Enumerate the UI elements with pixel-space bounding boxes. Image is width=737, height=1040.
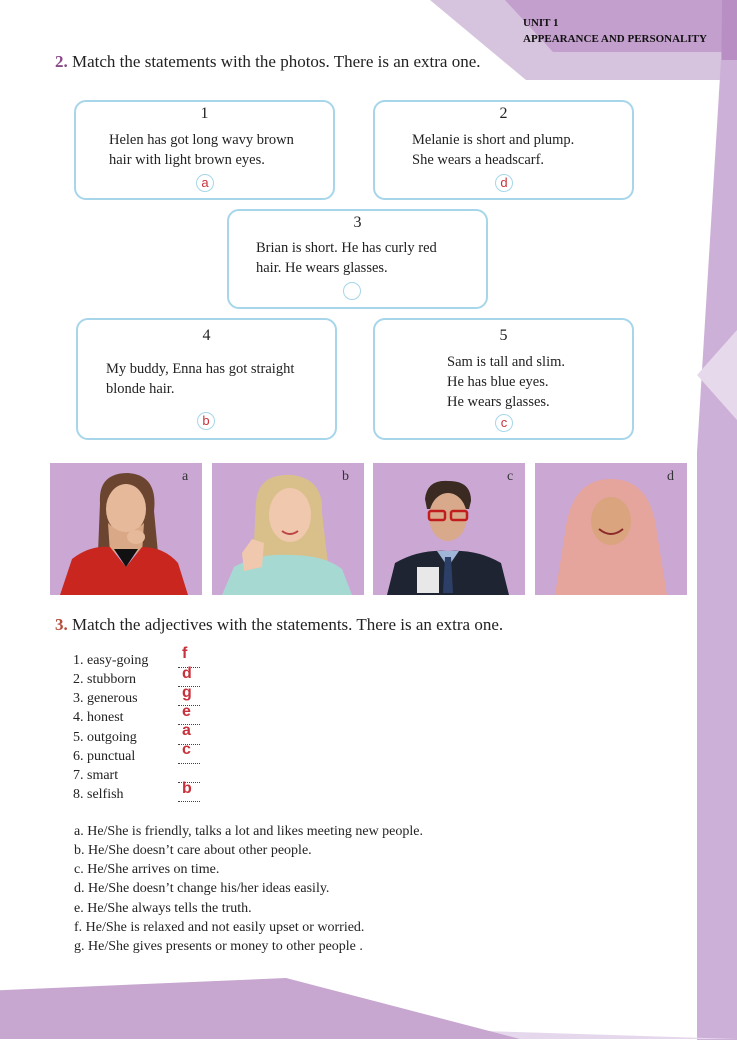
photo-c bbox=[373, 463, 525, 595]
exercise-2-instruction: Match the statements with the photos. There is an extra one. bbox=[72, 52, 481, 71]
adjective-item: 7. smart bbox=[73, 768, 119, 783]
bottom-left-decoration bbox=[0, 978, 520, 1039]
statement-item: a. He/She is friendly, talks a lot and likes meeting new people. bbox=[74, 824, 424, 839]
statement-item: e. He/She always tells the truth. bbox=[74, 901, 252, 916]
handwritten-answer: e bbox=[182, 703, 191, 720]
statement-item: f. He/She is relaxed and not easily upset or worried. bbox=[74, 920, 365, 935]
handwritten-answer: g bbox=[182, 684, 192, 701]
exercise-2-number: 2. bbox=[55, 52, 68, 71]
adjective-item: 3. generous bbox=[73, 691, 138, 706]
answer-circle[interactable]: d bbox=[495, 174, 513, 192]
statement-line: hair with light brown eyes. bbox=[109, 152, 265, 168]
statement-line: My buddy, Enna has got straight bbox=[106, 361, 295, 377]
adjective-item: 5. outgoing bbox=[73, 730, 137, 745]
statement-line: blonde hair. bbox=[106, 381, 175, 397]
unit-title: APPEARANCE AND PERSONALITY bbox=[523, 33, 707, 45]
right-edge-decoration bbox=[697, 60, 737, 1040]
answer-circle[interactable] bbox=[343, 282, 361, 300]
statement-item: c. He/She arrives on time. bbox=[74, 862, 220, 877]
man-suit-glasses-figure bbox=[373, 463, 525, 595]
exercise-2-title bbox=[55, 52, 481, 72]
statement-box-5 bbox=[373, 318, 634, 440]
exercise-3-instruction: Match the adjectives with the statements. There is an extra one. bbox=[72, 615, 504, 634]
photo-label: b bbox=[342, 469, 349, 484]
unit-header bbox=[523, 15, 707, 47]
statement-number: 5 bbox=[499, 327, 508, 344]
statement-box-1 bbox=[74, 100, 335, 200]
statement-item: d. He/She doesn’t change his/her ideas easily. bbox=[74, 881, 330, 896]
photo-label: c bbox=[507, 469, 514, 484]
statement-number: 4 bbox=[202, 327, 211, 344]
exercise-3-title bbox=[55, 615, 503, 635]
adjective-item: 1. easy-going bbox=[73, 653, 149, 668]
woman-red-jacket-figure bbox=[50, 463, 202, 595]
handwritten-answer: d bbox=[182, 665, 192, 682]
photo-d bbox=[535, 463, 687, 595]
statement-line: Brian is short. He has curly red bbox=[256, 240, 437, 256]
statement-number: 3 bbox=[353, 214, 362, 231]
statement-line: He wears glasses. bbox=[447, 394, 550, 410]
adjective-item: 4. honest bbox=[73, 710, 124, 725]
adjective-item: 2. stubborn bbox=[73, 672, 136, 687]
statement-line: She wears a headscarf. bbox=[412, 152, 545, 168]
statement-line: Melanie is short and plump. bbox=[412, 132, 575, 148]
statement-box-3 bbox=[227, 209, 488, 309]
statement-item: b. He/She doesn’t care about other people. bbox=[74, 843, 312, 858]
statement-number: 1 bbox=[200, 105, 209, 122]
photo-label: a bbox=[182, 469, 189, 484]
exercise-3-number: 3. bbox=[55, 615, 68, 634]
answer-circle[interactable]: a bbox=[196, 174, 214, 192]
photo-a bbox=[50, 463, 202, 595]
unit-number: UNIT 1 bbox=[523, 17, 559, 29]
adjective-item: 8. selfish bbox=[73, 787, 124, 802]
statement-item: g. He/She gives presents or money to other people . bbox=[74, 939, 363, 954]
woman-blonde-figure bbox=[212, 463, 364, 595]
statement-line: Sam is tall and slim. bbox=[447, 354, 566, 370]
statement-box-4 bbox=[76, 318, 337, 440]
statement-line: Helen has got long wavy brown bbox=[109, 132, 294, 148]
woman-headscarf-figure bbox=[535, 463, 687, 595]
answer-circle[interactable]: b bbox=[197, 412, 215, 430]
handwritten-answer: c bbox=[182, 741, 191, 758]
photo-b bbox=[212, 463, 364, 595]
adjective-item: 6. punctual bbox=[73, 749, 136, 764]
statement-line: hair. He wears glasses. bbox=[256, 260, 388, 276]
handwritten-answer: f bbox=[182, 645, 188, 662]
statement-number: 2 bbox=[499, 105, 508, 122]
handwritten-answer: b bbox=[182, 780, 192, 797]
photo-label: d bbox=[667, 469, 674, 484]
answer-circle[interactable]: c bbox=[495, 414, 513, 432]
statement-box-2 bbox=[373, 100, 634, 200]
statement-line: He has blue eyes. bbox=[447, 374, 549, 390]
handwritten-answer: a bbox=[182, 722, 191, 739]
